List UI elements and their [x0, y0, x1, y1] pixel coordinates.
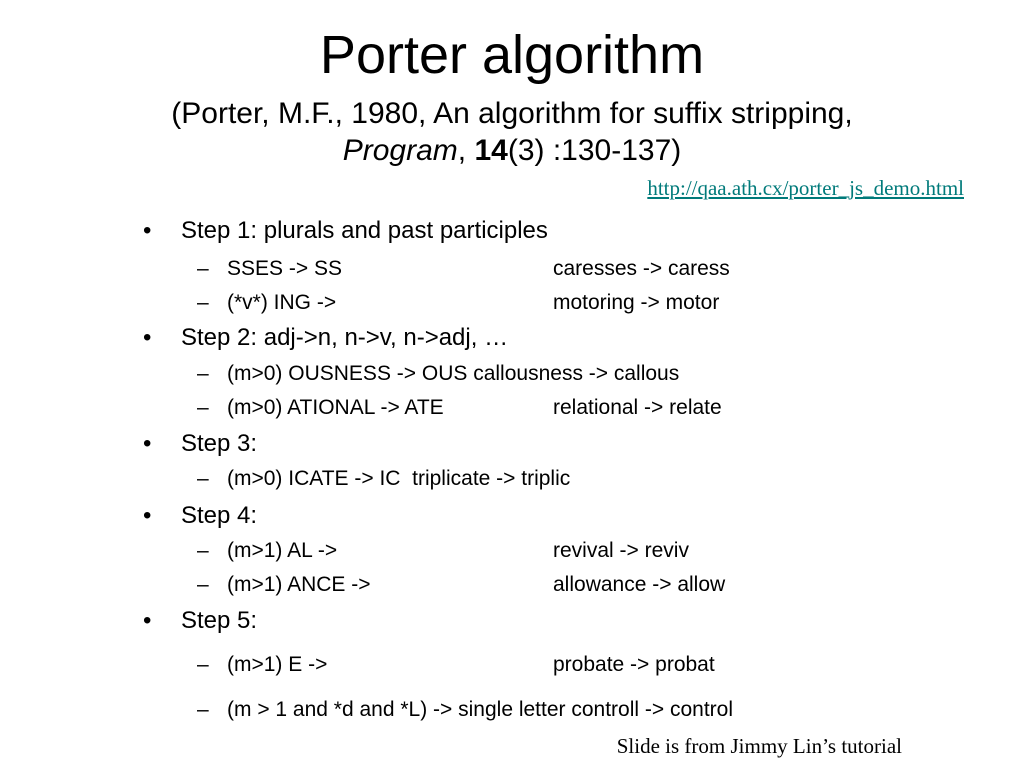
footer-credit: Slide is from Jimmy Lin’s tutorial [616, 734, 902, 758]
bullet-text: Step 4: [181, 502, 258, 529]
example-text: motoring -> motor [553, 291, 720, 314]
dash-mark: – [197, 362, 209, 385]
citation-volume: 14 [474, 134, 508, 167]
bullet-mark: • [143, 502, 152, 529]
citation-comma: , [457, 134, 475, 167]
bullet-mark: • [143, 430, 152, 457]
citation-pages: (3) :130-137) [507, 134, 682, 167]
example-text: revival -> reviv [553, 539, 689, 562]
citation-line-2 [0, 133, 1024, 169]
dash-mark: – [197, 573, 209, 596]
dash-mark: – [197, 257, 209, 280]
bullet-text: Step 3: [181, 430, 258, 457]
slide-title: Porter algorithm [319, 25, 705, 85]
bullet-text: Step 1: plurals and past participles [181, 217, 548, 244]
rule-text: (m>1) ANCE -> [227, 573, 371, 596]
dash-mark: – [197, 653, 209, 676]
bullet-mark: • [143, 217, 152, 244]
rule-text: (m>0) OUSNESS -> OUS callousness -> callous [227, 362, 680, 385]
bullet-mark: • [143, 607, 152, 634]
rule-text: (m>0) ATIONAL -> ATE [227, 396, 444, 419]
rule-text: (m>1) AL -> [227, 539, 338, 562]
dash-mark: – [197, 291, 209, 314]
rule-text: SSES -> SS [227, 257, 342, 280]
example-text: allowance -> allow [553, 573, 726, 596]
citation-journal: Program [342, 134, 458, 167]
rule-text: (m>0) ICATE -> IC triplicate -> triplic [227, 467, 571, 490]
rule-text: (m>1) E -> [227, 653, 328, 676]
bullet-text: Step 5: [181, 607, 258, 634]
dash-mark: – [197, 539, 209, 562]
dash-mark: – [197, 698, 209, 721]
rule-text: (m > 1 and *d and *L) -> single letter controll -> control [227, 698, 734, 721]
citation-line-1: (Porter, M.F., 1980, An algorithm for suffix stripping, [171, 97, 853, 130]
dash-mark: – [197, 467, 209, 490]
demo-link[interactable]: http://qaa.ath.cx/porter_js_demo.html [647, 176, 964, 200]
example-text: probate -> probat [553, 653, 715, 676]
bullet-mark: • [143, 324, 152, 351]
example-text: relational -> relate [553, 396, 722, 419]
rule-text: (*v*) ING -> [227, 291, 337, 314]
dash-mark: – [197, 396, 209, 419]
example-text: caresses -> caress [553, 257, 730, 280]
bullet-text: Step 2: adj->n, n->v, n->adj, … [181, 324, 509, 351]
